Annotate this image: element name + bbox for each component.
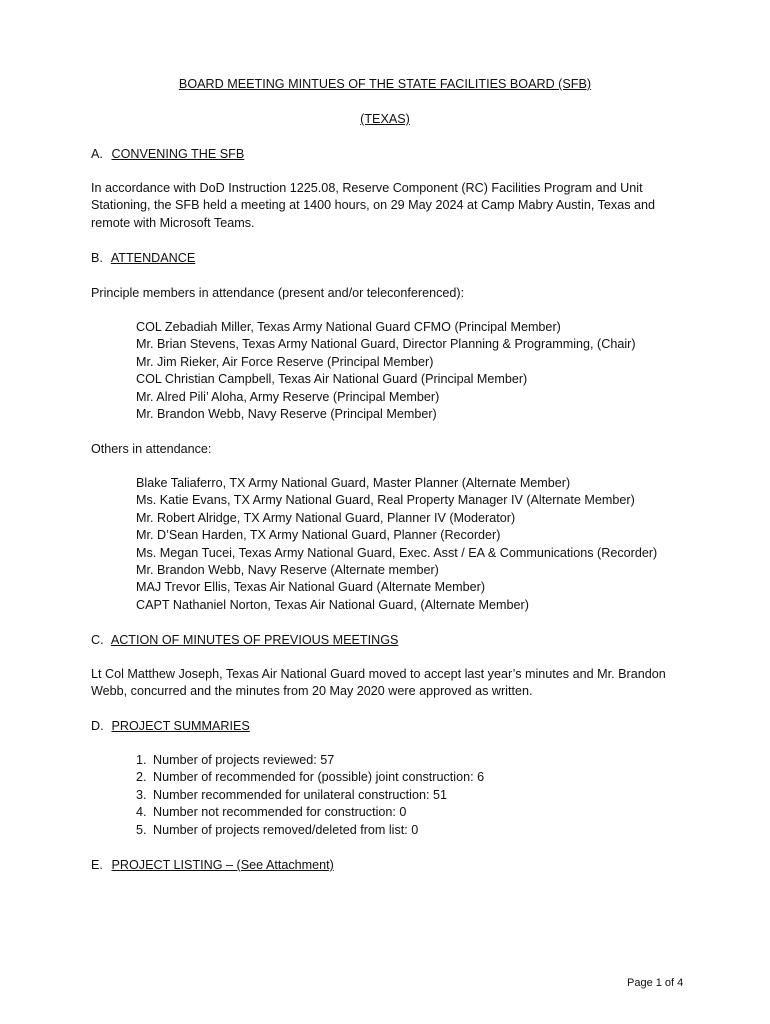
section-letter: D. bbox=[91, 719, 104, 733]
previous-minutes-paragraph: Lt Col Matthew Joseph, Texas Air National Guard moved to accept last year’s minutes and Mr. Brandon Webb, concurred and the minutes from 20 May 2020 were approved as written. bbox=[91, 667, 666, 699]
list-item: COL Christian Campbell, Texas Air National Guard (Principal Member) bbox=[136, 372, 528, 387]
list-item: Mr. Robert Alridge, TX Army National Guard, Planner IV (Moderator) bbox=[136, 510, 516, 525]
list-item bbox=[136, 822, 484, 839]
list-item bbox=[136, 752, 484, 769]
item-text: Number of projects removed/deleted from list: 0 bbox=[153, 822, 419, 837]
item-number: 1. bbox=[136, 753, 147, 767]
principal-members-intro: Principle members in attendance (present and/or teleconferenced): bbox=[91, 286, 465, 300]
section-b-heading bbox=[91, 250, 195, 267]
item-text: Number not recommended for construction: 0 bbox=[153, 805, 407, 820]
item-number: 2. bbox=[136, 770, 147, 785]
list-item: Mr. Alred Pili’ Aloha, Army Reserve (Principal Member) bbox=[136, 389, 440, 404]
document-title: BOARD MEETING MINTUES OF THE STATE FACILITIES BOARD (SFB) bbox=[178, 77, 592, 91]
list-item: CAPT Nathaniel Norton, Texas Air National Guard, (Alternate Member) bbox=[136, 597, 529, 612]
item-text: Number recommended for unilateral construction: 51 bbox=[153, 787, 447, 802]
item-text: Number of recommended for (possible) joint construction: 6 bbox=[153, 770, 485, 785]
list-item: MAJ Trevor Ellis, Texas Air National Guard (Alternate Member) bbox=[136, 580, 486, 595]
list-item bbox=[136, 769, 484, 786]
principal-members-list bbox=[136, 319, 736, 423]
document-subtitle: (TEXAS) bbox=[360, 112, 410, 126]
list-item: Mr. Brandon Webb, Navy Reserve (Principal Member) bbox=[136, 407, 437, 422]
section-title: PROJECT SUMMARIES bbox=[111, 719, 250, 733]
section-letter: E. bbox=[91, 858, 103, 872]
item-text: Number of projects reviewed: 57 bbox=[153, 753, 335, 767]
section-letter: C. bbox=[91, 633, 104, 647]
section-title: ATTENDANCE bbox=[110, 251, 196, 265]
item-number: 5. bbox=[136, 822, 147, 837]
list-item: Mr. D’Sean Harden, TX Army National Guard, Planner (Recorder) bbox=[136, 528, 501, 543]
project-summary-list bbox=[136, 752, 484, 839]
page-number: Page 1 of 4 bbox=[627, 977, 684, 989]
list-item: Mr. Brian Stevens, Texas Army National Guard, Director Planning & Programming, (Chair) bbox=[136, 337, 636, 352]
section-title: ACTION OF MINUTES OF PREVIOUS MEETINGS bbox=[110, 633, 399, 647]
list-item: COL Zebadiah Miller, Texas Army National Guard CFMO (Principal Member) bbox=[136, 320, 561, 334]
convening-paragraph: In accordance with DoD Instruction 1225.08, Reserve Component (RC) Facilities Program and Unit Stationing, the SFB held a meeting at 1400 hours, on 29 May 2024 at Camp Mabry Austin, Texas and remote with Microsoft Teams. bbox=[91, 181, 656, 230]
others-list bbox=[136, 475, 736, 614]
others-intro: Others in attendance: bbox=[91, 442, 212, 456]
list-item bbox=[136, 804, 484, 821]
list-item: Mr. Brandon Webb, Navy Reserve (Alternate member) bbox=[136, 563, 439, 578]
section-d-heading bbox=[91, 718, 250, 735]
item-number: 4. bbox=[136, 805, 147, 820]
section-title: CONVENING THE SFB bbox=[111, 147, 245, 161]
item-number: 3. bbox=[136, 787, 147, 802]
section-title: PROJECT LISTING – (See Attachment) bbox=[111, 858, 334, 872]
list-item: Mr. Jim Rieker, Air Force Reserve (Principal Member) bbox=[136, 354, 434, 369]
list-item: Ms. Katie Evans, TX Army National Guard, Real Property Manager IV (Alternate Member) bbox=[136, 493, 635, 508]
section-c-heading bbox=[91, 632, 398, 649]
section-a-heading bbox=[91, 146, 244, 163]
section-e-heading bbox=[91, 857, 334, 874]
list-item: Ms. Megan Tucei, Texas Army National Guard, Exec. Asst / EA & Communications (Recorder) bbox=[136, 545, 658, 560]
section-letter: A. bbox=[91, 147, 103, 161]
list-item: Blake Taliaferro, TX Army National Guard, Master Planner (Alternate Member) bbox=[136, 476, 571, 490]
list-item bbox=[136, 787, 484, 804]
section-letter: B. bbox=[91, 251, 103, 265]
